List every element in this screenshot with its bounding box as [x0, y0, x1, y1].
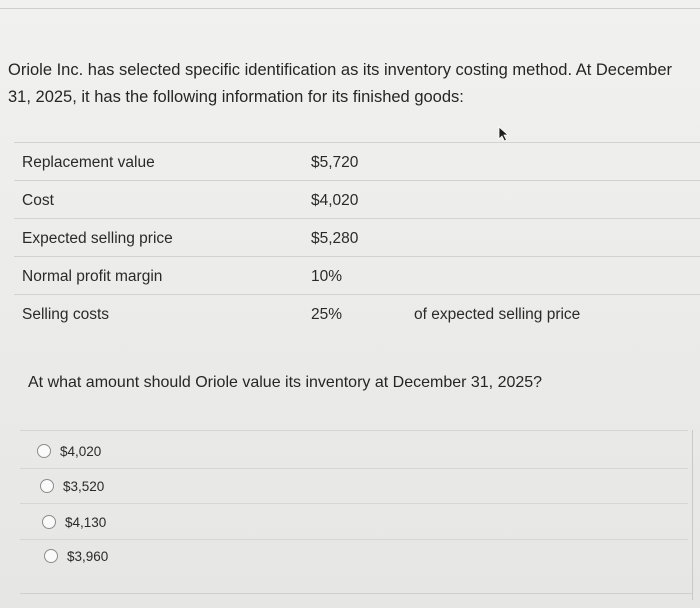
row-value: $5,280	[311, 230, 359, 247]
table-row	[14, 256, 700, 294]
options-frame-edge	[692, 430, 693, 600]
table-row	[14, 180, 700, 218]
answer-option-3[interactable]	[42, 505, 682, 539]
answer-option-2[interactable]	[40, 469, 680, 503]
mouse-pointer-icon	[497, 126, 511, 142]
option-label: $3,520	[63, 478, 105, 494]
table-row	[14, 142, 700, 180]
radio-button-icon[interactable]	[42, 515, 56, 529]
question-prompt: At what amount should Oriole value its inventory at December 31, 2025?	[28, 374, 543, 391]
table-row	[14, 218, 700, 256]
table-row	[14, 294, 700, 332]
radio-button-icon[interactable]	[40, 479, 54, 493]
radio-button-icon[interactable]	[44, 549, 58, 563]
row-label: Normal profit margin	[22, 268, 163, 285]
row-label: Selling costs	[22, 306, 110, 323]
question-intro: Oriole Inc. has selected specific identification as its inventory costing method. At December 31, 2025, it has the following information for its finished goods:	[8, 61, 672, 106]
info-table	[14, 142, 700, 332]
row-label: Expected selling price	[22, 230, 173, 247]
options-divider	[20, 430, 688, 431]
row-note: of expected selling price	[414, 306, 581, 323]
row-label: Cost	[22, 192, 54, 209]
row-value: $4,020	[311, 192, 359, 209]
option-divider	[20, 503, 688, 504]
option-label: $4,020	[60, 443, 102, 459]
answer-option-1[interactable]	[37, 434, 677, 468]
radio-button-icon[interactable]	[37, 444, 51, 458]
row-value: 25%	[311, 306, 343, 323]
row-value: 10%	[311, 268, 343, 285]
options-frame-bottom	[20, 593, 692, 594]
row-label: Replacement value	[22, 154, 155, 171]
answer-option-4[interactable]	[44, 539, 684, 573]
top-divider	[0, 8, 700, 9]
row-value: $5,720	[311, 154, 359, 171]
option-label: $3,960	[67, 548, 109, 564]
option-label: $4,130	[65, 514, 107, 530]
